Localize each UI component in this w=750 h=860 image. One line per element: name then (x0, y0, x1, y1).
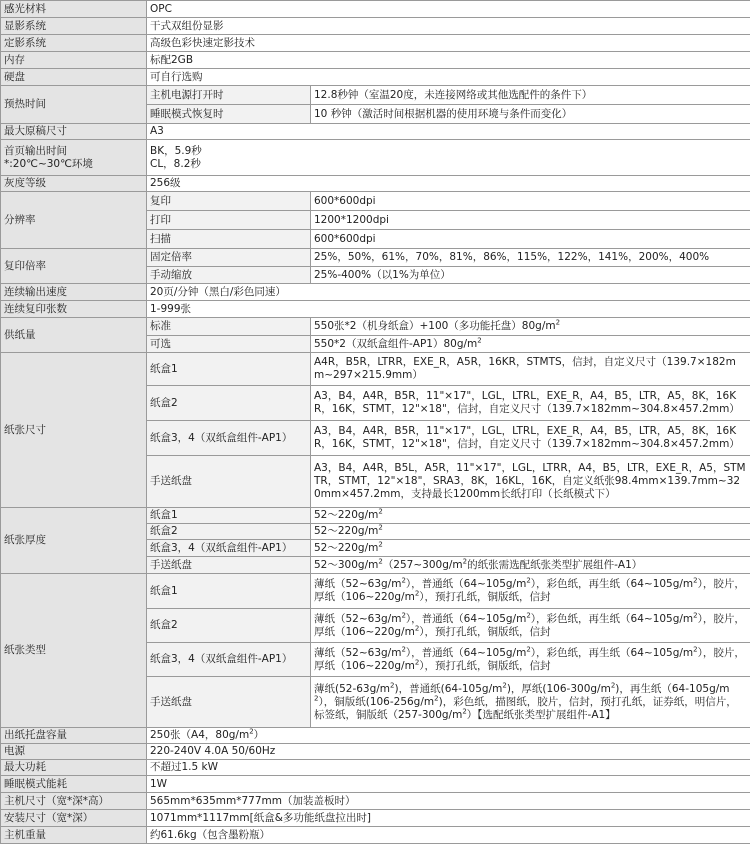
spec-value: A3 (147, 124, 750, 140)
spec-row (1, 301, 750, 318)
spec-value: $52\sim 300g/m^2(257\sim 300g/m^2$的纸张需选配纸张类型扩展组件-A1） (311, 557, 750, 574)
spec-value: 600*600dpi (311, 230, 750, 249)
spec-label: 预热时间 (1, 86, 147, 124)
spec-value: 12.8秒钟（室温20度，未连接网络或其他选配件的条件下） (311, 86, 750, 105)
spec-label: 灰度等级 (1, 176, 147, 192)
spec-label: 最大原稿尺寸 (1, 124, 147, 140)
spec-sublabel: 手动缩放 (147, 267, 311, 284)
spec-value: 25%，50%，61%，70%，81%，86%，115%，122%，141%，200%，400% (311, 249, 750, 267)
spec-sublabel: 纸盒3，4（双纸盒组件-AP1） (147, 643, 311, 677)
spec-label: 主机尺寸（宽*深*高） (1, 793, 147, 810)
spec-label: 内存 (1, 52, 147, 69)
spec-label: 安装尺寸（宽*深） (1, 810, 147, 827)
spec-value: 250张（A4，$80g/m^2$） (147, 728, 750, 744)
spec-label: 首页输出时间 *:20℃~30℃环境 (1, 140, 147, 176)
spec-label: 纸张厚度 (1, 508, 147, 574)
spec-sublabel: 纸盒1 (147, 353, 311, 386)
spec-label: 复印倍率 (1, 249, 147, 284)
spec-row (1, 318, 750, 336)
spec-row (1, 793, 750, 810)
spec-value: OPC (147, 1, 750, 18)
spec-row (1, 176, 750, 192)
spec-row (1, 192, 750, 211)
spec-label: 睡眠模式能耗 (1, 776, 147, 793)
spec-value: 干式双组份显影 (147, 18, 750, 35)
spec-value: 约61.6kg（包含墨粉瓶） (147, 827, 750, 844)
spec-value: $52\sim 220g/m^2$ (311, 508, 750, 524)
spec-label: 电源 (1, 744, 147, 760)
spec-value: 1W (147, 776, 750, 793)
spec-value: 10 秒钟（激活时间根据机器的使用环境与条件而变化） (311, 105, 750, 124)
spec-label: 出纸托盘容量 (1, 728, 147, 744)
spec-row (1, 508, 750, 524)
spec-label: 供纸量 (1, 318, 147, 353)
spec-label: 最大功耗 (1, 760, 147, 776)
spec-value: 1200*1200dpi (311, 211, 750, 230)
spec-sublabel: 可选 (147, 336, 311, 353)
spec-label: 分辨率 (1, 192, 147, 249)
spec-value: 550张*2（机身纸盒）+100（多功能托盘）$80g/m^2$ (311, 318, 750, 336)
spec-sublabel: 纸盒2 (147, 609, 311, 643)
spec-value: A3，B4，A4R，B5R，11"×17"，LGL，LTRL，EXE_R，A4，B5，LTR，A5，8K，16KR，16K，STMT，12"×18"，信封，自定义尺寸（139.7×182mm~304.8×457.2mm） (311, 421, 750, 456)
spec-sublabel: 主机电源打开时 (147, 86, 311, 105)
spec-row (1, 69, 750, 86)
spec-value: $52\sim 220g/m^2$ (311, 524, 750, 540)
spec-row (1, 353, 750, 386)
spec-value: 薄纸$(52-63g/m^2)$，普通纸$(64-105g/m^2)$，厚纸$(106-300g/m^2)$，再生纸$(64-105g/m^2)$，铜版纸$(106-256g/m^2)$，彩色纸，描图纸，胶片，信封，预打孔纸，证券纸，明信片，标签纸，铜版纸$(257-300g/m^2)$【选配纸张类型扩展组件-A1】 (311, 677, 750, 728)
spec-label: 感光材料 (1, 1, 147, 18)
spec-row (1, 776, 750, 793)
spec-sublabel: 手送纸盘 (147, 456, 311, 508)
spec-sublabel: 睡眠模式恢复时 (147, 105, 311, 124)
spec-row (1, 574, 750, 609)
spec-value: A4R，B5R，LTRR，EXE_R，A5R，16KR，STMTS，信封，自定义尺寸（139.7×182mm~297×215.9mm） (311, 353, 750, 386)
spec-label: 硬盘 (1, 69, 147, 86)
spec-sublabel: 纸盒2 (147, 386, 311, 421)
spec-value: A3，B4，A4R，B5R，11"×17"，LGL，LTRL，EXE_R，A4，B5，LTR，A5，8K，16KR，16K，STMT，12"×18"，信封，自定义尺寸（139.7×182mm~304.8×457.2mm） (311, 386, 750, 421)
spec-row (1, 18, 750, 35)
spec-value: 高级色彩快速定影技术 (147, 35, 750, 52)
spec-row (1, 760, 750, 776)
spec-label: 纸张尺寸 (1, 353, 147, 508)
spec-sublabel: 扫描 (147, 230, 311, 249)
spec-row (1, 124, 750, 140)
spec-value: 薄纸$(52\sim 63g/m^2)$，普通纸$(64\sim 105g/m^2)$，彩色纸，再生纸$(64\sim 105g/m^2)$，胶片，厚纸$(106\sim 220g/m^2)$，预打孔纸，铜版纸，信封 (311, 574, 750, 609)
spec-sublabel: 手送纸盘 (147, 557, 311, 574)
spec-value: 565mm*635mm*777mm（加装盖板时） (147, 793, 750, 810)
spec-value: 1-999张 (147, 301, 750, 318)
spec-sublabel: 打印 (147, 211, 311, 230)
spec-sublabel: 纸盒1 (147, 574, 311, 609)
spec-value: BK，5.9秒 CL，8.2秒 (147, 140, 750, 176)
spec-value: 550*2（双纸盒组件$-AP1)80g/m^2$ (311, 336, 750, 353)
spec-sublabel: 纸盒3，4（双纸盒组件-AP1） (147, 421, 311, 456)
spec-value: A3，B4，A4R，B5L，A5R，11"×17"，LGL，LTRR，A4，B5，LTR，EXE_R，A5，STMTR，STMT，12"×18"，SRA3，8K，16KL，16K，自定义纸张98.4mm×139.7mm~320mm×457.2mm，支持最长1200mm长纸打印（长纸模式下） (311, 456, 750, 508)
spec-table-body (1, 1, 750, 844)
spec-label: 连续复印张数 (1, 301, 147, 318)
spec-value: 256级 (147, 176, 750, 192)
spec-sublabel: 手送纸盘 (147, 677, 311, 728)
spec-label: 主机重量 (1, 827, 147, 844)
spec-value: 不超过1.5 kW (147, 760, 750, 776)
spec-row (1, 1, 750, 18)
spec-sublabel: 标准 (147, 318, 311, 336)
spec-value: 标配2GB (147, 52, 750, 69)
spec-label: 纸张类型 (1, 574, 147, 728)
spec-row (1, 284, 750, 301)
spec-value: 薄纸$(52\sim 63g/m^2)$，普通纸$(64\sim 105g/m^2)$，彩色纸，再生纸$(64\sim 105g/m^2)$，胶片，厚纸$(106\sim 220g/m^2)$，预打孔纸，铜版纸，信封 (311, 643, 750, 677)
spec-label: 连续输出速度 (1, 284, 147, 301)
spec-value: 220-240V 4.0A 50/60Hz (147, 744, 750, 760)
spec-row (1, 35, 750, 52)
spec-sublabel: 固定倍率 (147, 249, 311, 267)
spec-sublabel: 复印 (147, 192, 311, 211)
spec-label: 定影系统 (1, 35, 147, 52)
spec-sublabel: 纸盒2 (147, 524, 311, 540)
spec-value: 25%-400%（以1%为单位） (311, 267, 750, 284)
spec-value: $52\sim 220g/m^2$ (311, 540, 750, 557)
spec-sublabel: 纸盒1 (147, 508, 311, 524)
spec-row (1, 86, 750, 105)
spec-value: 薄纸$(52\sim 63g/m^2)$，普通纸$(64\sim 105g/m^2)$，彩色纸，再生纸$(64\sim 105g/m^2)$，胶片，厚纸$(106\sim 220g/m^2)$，预打孔纸，铜版纸，信封 (311, 609, 750, 643)
spec-row (1, 827, 750, 844)
spec-row (1, 140, 750, 176)
spec-label: 显影系统 (1, 18, 147, 35)
spec-row (1, 249, 750, 267)
spec-row (1, 52, 750, 69)
spec-sublabel: 纸盒3，4（双纸盒组件-AP1） (147, 540, 311, 557)
spec-row (1, 744, 750, 760)
spec-row (1, 810, 750, 827)
spec-row (1, 728, 750, 744)
spec-value: 600*600dpi (311, 192, 750, 211)
spec-value: 可自行选购 (147, 69, 750, 86)
spec-value: 1071mm*1117mm[纸盒&多功能纸盘拉出时] (147, 810, 750, 827)
spec-value: 20页/分钟（黑白/彩色同速） (147, 284, 750, 301)
